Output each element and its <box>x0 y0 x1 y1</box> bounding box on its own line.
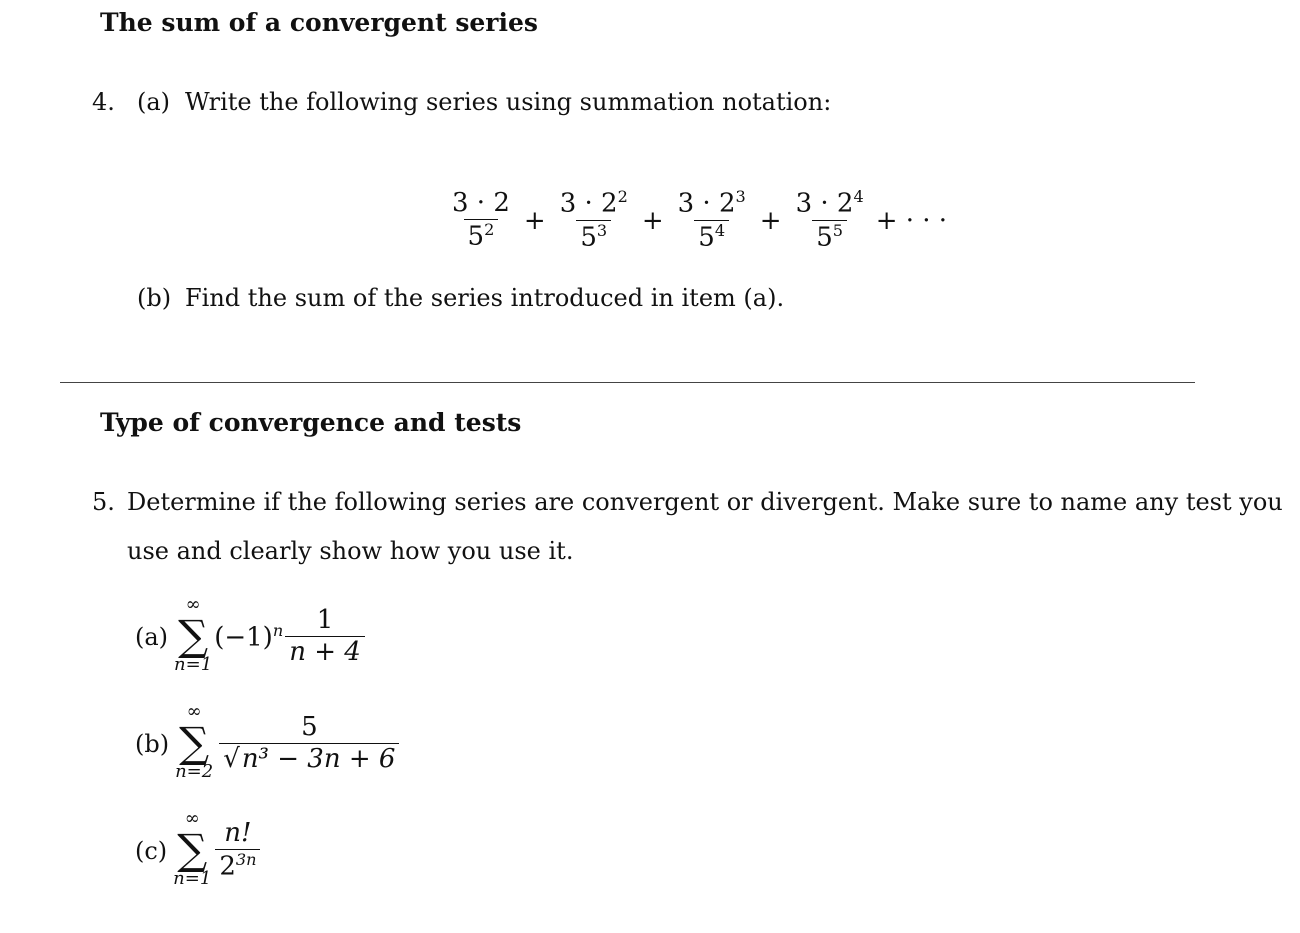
q5a-expression: (a) ∞ ∑ n=1 $(-1)^n$ $\frac{1}{n + 4}$ <box>135 596 365 678</box>
q5-number: 5. <box>92 488 115 516</box>
q4b-text: Find the sum of the series introduced in item (a). <box>185 284 785 312</box>
q5-text-line2: use and clearly show how you use it. <box>127 537 574 565</box>
series-term-1: $\frac{3 \cdot 2}{5^2}$ <box>452 187 510 252</box>
series-ellipsis: + · · · <box>875 205 948 236</box>
series-term-4: $\frac{3 \cdot 2^4}{5^5}$ <box>795 187 864 253</box>
series-term-3: $\frac{3 \cdot 2^3}{5^4}$ <box>677 187 746 253</box>
series-term-2: $\frac{3 \cdot 2^2}{5^3}$ <box>559 187 628 253</box>
q4a-text: Write the following series using summation notation: <box>185 88 832 116</box>
q5a-fraction: $\frac{1}{n + 4}$ <box>285 606 365 668</box>
q4a-label: (a) <box>137 88 171 116</box>
section-divider <box>60 382 1195 383</box>
summation-sign: ∞ ∑ n=2 <box>175 701 214 782</box>
q4b-label: (b) <box>137 284 172 312</box>
section-title-convergent-sum: The sum of a convergent series <box>100 8 538 37</box>
q5b-label: (b) <box>135 730 170 758</box>
q5-text-line1: Determine if the following series are convergent or divergent. Make sure to name any test you <box>127 488 1283 516</box>
plus-sign: + <box>523 205 546 236</box>
q5c-label: (c) <box>135 837 168 865</box>
section-title-convergence-tests: Type of convergence and tests <box>100 408 522 437</box>
summation-sign: ∞ ∑ n=1 <box>174 594 213 675</box>
plus-sign: + <box>641 205 664 236</box>
q5c-fraction: $\frac{n!}{2^{3n}}$ <box>215 819 260 883</box>
q5b-fraction: $\frac{5}{\text{√n³ − 3n + 6}}$ <box>219 713 399 775</box>
summation-sign: ∞ ∑ n=1 <box>173 808 212 889</box>
q4-series <box>448 188 947 253</box>
q5c-expression <box>135 810 260 892</box>
plus-sign: + <box>759 205 782 236</box>
q5b-expression <box>135 703 399 785</box>
q5a-label: (a) <box>135 623 169 651</box>
q4-number: 4. <box>92 88 115 116</box>
